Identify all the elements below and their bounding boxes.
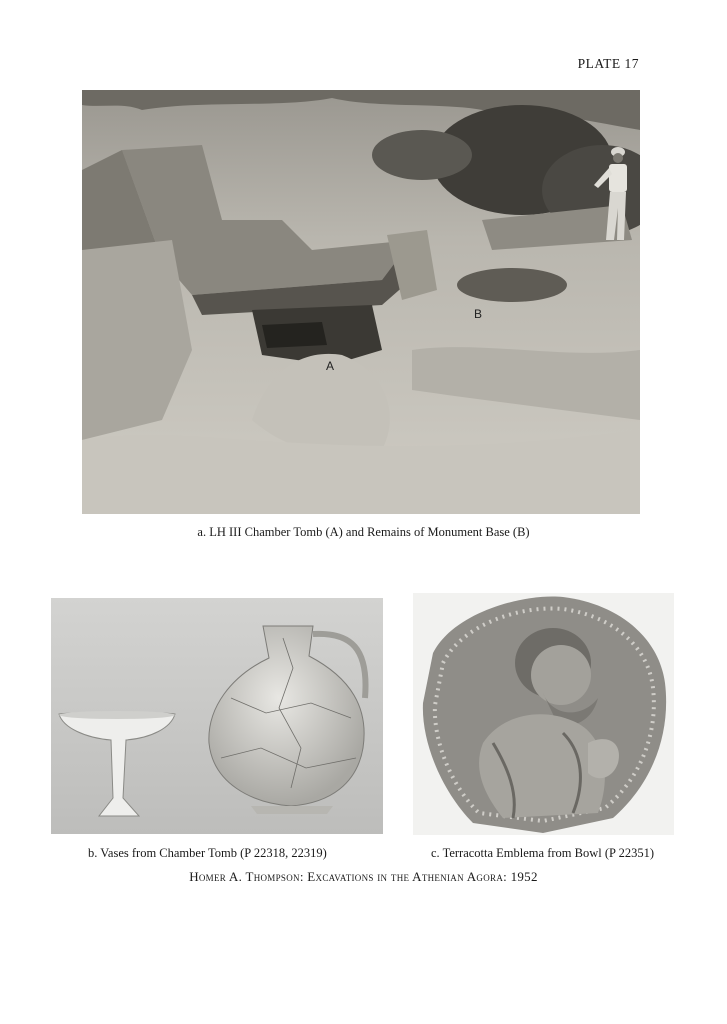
label-b: B xyxy=(474,307,483,321)
caption-b: b. Vases from Chamber Tomb (P 22318, 22319) xyxy=(88,846,327,860)
excavation-site-photo xyxy=(82,90,640,514)
plate-number: PLATE 17 xyxy=(577,56,639,71)
caption-c: c. Terracotta Emblema from Bowl (P 22351) xyxy=(431,846,655,860)
vases-photo xyxy=(51,598,383,834)
plate-footer: Homer A. Thompson: Excavations in the Athenian Agora: 1952 xyxy=(189,869,538,884)
caption-a: a. LH III Chamber Tomb (A) and Remains of Monument Base (B) xyxy=(197,525,530,539)
emblema-photo xyxy=(413,593,674,835)
label-a: A xyxy=(326,359,335,373)
